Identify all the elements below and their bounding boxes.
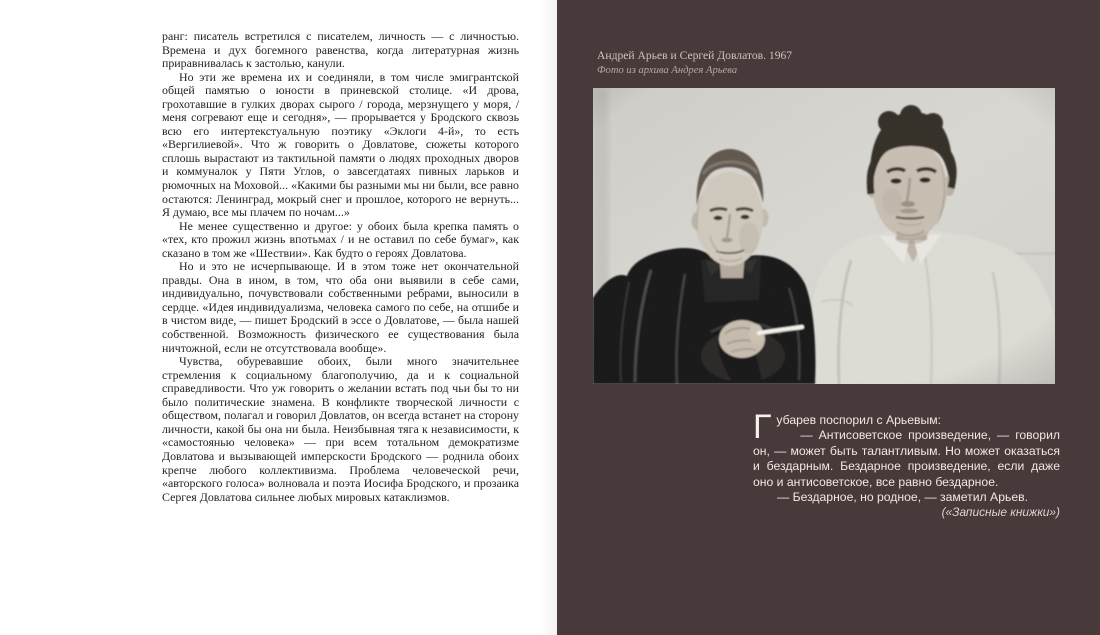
photo-caption xyxy=(597,49,792,78)
body-text-column xyxy=(162,30,519,504)
quote-opening-text: убарев поспорил с Арьевым: xyxy=(776,413,941,427)
quote-paragraph: — Бездарное, но родное, — заметил Арьев. xyxy=(777,490,1028,505)
caption-credit: Фото из архива Андрея Арьева xyxy=(597,65,738,76)
quote-paragraph: — Антисоветское произведение, — говорил он, — может быть талантливым. Но может оказаться и бездарным. Бездарное произведение, если даже оно и антисоветское, все равно бездарное. xyxy=(753,428,1060,489)
body-paragraph: Не менее существенно и другое: у обоих была крепка память о «тех, кто прожил жизнь впотьмах / и не оставил по себе бумаг», как сказано в том же «Шествии». Как будто о героях Довлатова. xyxy=(162,218,519,260)
body-paragraph: Но эти же времена их и соединяли, в том числе эмигрантской общей памятью о юности в приневской столице. «И дрова, грохотавшие в гулких дворах сырого / города, мерзнущего у моря, / меня согревают еще и сегодня», — прорывается у Бродского сквозь всю его интертекстуальную поэтику «Эклоги 4-й», то есть «Вергилиевой». Что ж говорить о Довлатове, сюжеты которого сплошь вырастают из тактильной памяти о людях проходных дворов и коммуналок у Пяти Углов, о завсегдатаях пивных ларьков и рюмочных на Моховой... «Какими бы разными мы ни были, все равно остаются: Ленинград, мокрый снег и прошлое, которого не вернуть... Я думаю, все мы плачем по ночам...» xyxy=(162,69,519,220)
body-paragraph: Но и это не исчерпывающе. И в этом тоже нет окончательной правды. Она в ином, в том, что оба они выявили в себе сами, индивидуально, почувствовали собственными ребрами, выносили в сердце. «Идея индивидуализма, человека самого по себе, на отшибе и в чистом виде, — пишет Бродский в эссе о Довлатове, — была нашей собственной. Возможность физического ее существования была ничтожной, если не отсутствовала вообще». xyxy=(162,259,519,355)
quote-source: («Записные книжки») xyxy=(941,505,1060,520)
body-paragraph: Чувства, обуревавшие обоих, были много значительнее стремления к социальному благополучию, да и к социальной справедливости. Что уж говорить о желании встать под чьи бы то ни было политические знамена. В конфликте творческой личности с обществом, полагал и говорил Довлатов, он всегда встанет на сторону личности, какой бы она ни была. Неизбывная тяга к независимости, к «самостоянью человека» — при всем тотальном демократизме Довлатова и вызывающей имперскости Бродского — роднила обоих крепче любого коллективизма. Проблема человеческой речи, «авторского голоса» волновала и поэта Иосифа Бродского, и прозаика Сергея Довлатова сильнее любых мировых катаклизмов. xyxy=(162,354,519,504)
caption-title: Андрей Арьев и Сергей Довлатов. 1967 xyxy=(597,49,793,62)
right-page xyxy=(557,0,1100,635)
body-paragraph: ранг: писатель встретился с писателем, личность — с личностью. Времена и дух богемного равенства, когда литературная жизнь приравнивалась к застолью, канули. xyxy=(162,29,519,71)
photo-image xyxy=(593,88,1055,384)
quote-dropcap: Г xyxy=(753,408,772,446)
quote-block xyxy=(753,408,1060,521)
quote-opening-line xyxy=(753,408,1060,446)
archival-photo xyxy=(593,88,1055,384)
